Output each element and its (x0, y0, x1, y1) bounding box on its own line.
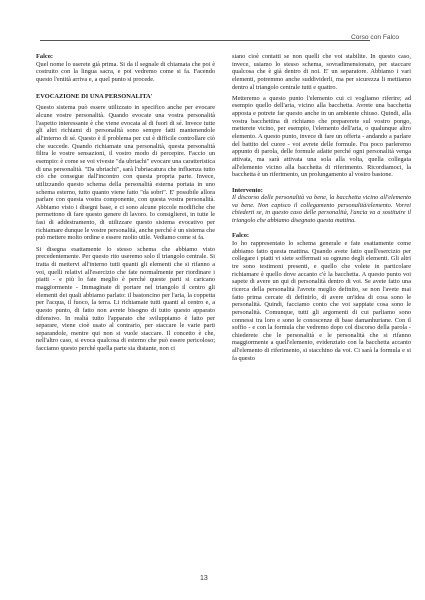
section-heading: EVOCAZIONE DI UNA PERSONALITA' (36, 92, 153, 100)
paragraph: Quel nome lo userete già prima. Si da il segnale di chiamata che poi è costruito con la lingua sacra, e poi vedremo come si fa. Facendo questo l'entità arriva e, a quel punto si procede. (36, 60, 215, 83)
intervention-quote: Il discorso delle personalità va bene, la bacchetta vicino all'elemento va bene. Non capisco il collegamento personalità/elemento. Vorrei chiederti se, in questo caso delle personalità, l'ancia va a sostituire il triangolo che abbiamo disegnato questa mattina. (232, 194, 411, 225)
right-column (232, 53, 411, 366)
running-header: Corso con Falco (350, 34, 399, 41)
paragraph: Questo sistema può essere utilizzato in specifico anche per evocare alcune vostre personalità. Quando evocate una vostra personalità l'aspetto interessante è che viene evocata al di fuori di sé. Invece tutte gli altri richiami di personalità sono sempre fatti mantenendole all'interno di sé. Questo è il problema per cui è difficile controllare ciò che succede. Quando richiamate una personalità, questa personalità filtra le vostre sensazioni, il vostro modo di percepire. Faccio un esempio: è come se voi viveste "da ubriachi" evocare una caratteristica di una personalità. "Da ubriachi", sarà l'ubriacatura che influenza tutto ciò che consegue dall'incontro con questa propria parte. Invece, utilizzando questo schema della personalità esterna portata in uno schema esterno, tutto quanto viene fatto "da sobri". E' possibile allora parlare con questa vostra componente, con questa vostra personalità. Abbiamo visto i disegni base, e ci sono alcune piccole modifiche che permettono di fare questo genere di lavoro. Io consiglierei, in tutte le fasi di addestramento, di utilizzare questo sistema evocativo per richiamare dunque le vostre personalità, anche perché è un sistema che può mettere molto ordine e essere molto utile. Vediamo come si fa. (36, 104, 215, 242)
paragraph: siano cioè contatti se non quelli che voi stabilite. In questo caso, invece, usiamo lo stesso schema, sovradimensionato, per staccare qualcosa che è già dentro di noi. E' un separatore. Abbiamo i vari elementi, potremmo anche suddividerli, ma per sicurezza li mettiamo dentro al triangolo centrale tutti e quattro. (232, 53, 411, 91)
paragraph: Io ho rappresentato lo schema generale e fate esattamente come abbiamo fatto questa mattina. Quando avete fatto quell'esercizio per collegare i piatti vi siete soffermati su ognuno degli elementi. Gli altri tre sono testimoni presenti, e quello che volete in particolare richiamare è quello dove accanto c'è la bacchetta. A questo punto voi sapete di avere un qui di personalità dentro di voi. Se avete fatto una ricerca della personalità l'avrete meglio definito, se non l'avete mai fatto prima cercate di definirlo, di avere un'idea di cosa sono le personalità. Quindi, facciamo conto che voi sappiate cosa sono le personalità. Comunque, tutti gli argomenti di cui parliamo sono connessi tra loro e sono le conoscenze di base damanhuriane. Con il soffio - e con la formula che vedremo dopo col discorso della parola - chiederete che le personalità e le personalità che si rifanno maggiormente a quell'elemento, evidenziato con la bacchetta accanto all'elemento di riferimento, si stacchino da voi. Ci sarà la formula e si fa questo (232, 239, 411, 362)
header-rule (40, 40, 370, 41)
speaker-label: Falco: (36, 53, 54, 60)
speaker-label: Falco: (232, 232, 250, 240)
left-column (36, 53, 215, 356)
speaker-label: Intervento: (232, 186, 263, 194)
paragraph: Si disegna esattamente lo stesso schema che abbiamo visto precedentemente. Per questo rito useremo solo il triangolo centrale. Si tratta di mettervi all'interno tutti quanti gli elementi che si rifanno a voi, quelli relativi all'esercizio che fate normalmente per riordinare i piatti - e più lo fate meglio è perché queste parti si caricano maggiormente - Immaginate di portare nel triangolo il centro gli elementi dei quali abbiamo parlato: il bastoncino per l'aria, la coppetta per l'acqua, il fuoco, la terra. Li richiamate tutti quanti al centro e, a questo punto, di fatto non avrete bisogno di tutto questo apparato difensivo. In realtà tutto l'apparato che sviluppiamo è fatto per separare, viene cioè usato al contrario, per staccare le varie parti separandole, mentre qui non si vuole staccare. Il concetto è che, nell'altro caso, si evoca qualcosa di esterno che può essere pericoloso; facciamo questo perché quella parte sia distante, non ci (36, 245, 215, 353)
paragraph: Metteremo a questo punto l'elemento cui ci vogliamo riferire; ad esempio quello dell'aria, vicino alla bacchetta. Avrete una bacchetta apposta e potrete far questo anche in un ambiente chiuso. Quindi, alla vostra bacchettina di richiamo che preparerete sul vostro pongo, metterete vicino, per esempio, l'elemento dell'aria, o qualunque altro elemento. A questo punto, invece di fare un offerta - andando a parlare del battito del cuore - voi avrete delle formule. Fra poco parleremo appunto di parola, delle formule adatte perché ogni personalità venga attivata, ma sarà attivata una sola alla volta, quella collegata all'elemento vicino alla bacchetta di riferimento. Ricordiamoci, la bacchetta è un riferimento, un prolungamento al vostro bastone. (232, 94, 411, 179)
page-number: 13 (200, 575, 208, 582)
